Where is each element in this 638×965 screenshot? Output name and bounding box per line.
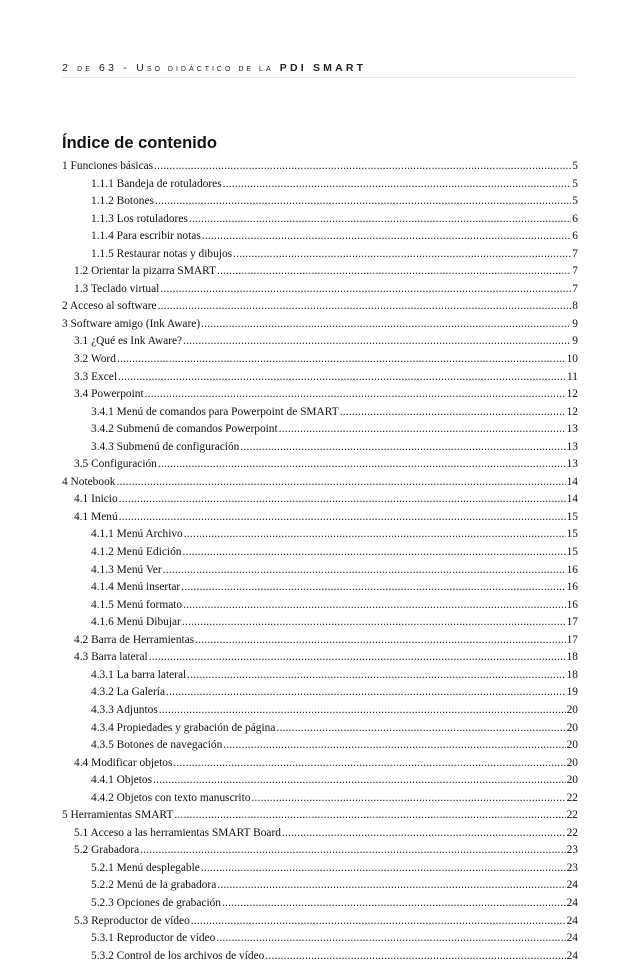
toc-entry[interactable]	[62, 193, 578, 211]
toc-dot-leader	[119, 509, 566, 527]
toc-entry[interactable]	[62, 772, 578, 790]
toc-dot-leader	[118, 369, 566, 387]
toc-dot-leader	[145, 386, 566, 404]
toc-dot-leader	[201, 860, 566, 878]
toc-dot-leader	[184, 526, 566, 544]
toc-entry-page-number: 7	[572, 247, 578, 260]
header-title-initial: U	[136, 62, 147, 74]
toc-entry-page-number: 20	[566, 739, 578, 752]
toc-entry-page-number: 23	[566, 844, 578, 857]
header-de: DE	[77, 66, 93, 73]
toc-entry-text: 4.3.1 La barra lateral	[91, 668, 187, 681]
toc-dot-leader	[174, 807, 565, 825]
toc-entry[interactable]	[62, 544, 578, 562]
toc-entry[interactable]	[62, 369, 578, 387]
toc-entry-text: 1.1.4 Para escribir notas	[91, 230, 201, 243]
toc-entry-page-number: 17	[566, 616, 578, 629]
toc-dot-leader	[201, 316, 571, 334]
toc-entry[interactable]	[62, 456, 578, 474]
toc-entry-page-number: 11	[567, 370, 578, 383]
toc-title: Índice de contenido	[62, 134, 217, 152]
toc-entry[interactable]	[62, 176, 578, 194]
toc-dot-leader	[182, 614, 566, 632]
toc-entry-text: 4.4 Modificar objetos	[74, 756, 173, 769]
toc-entry[interactable]	[62, 667, 578, 685]
toc-dot-leader	[340, 404, 566, 422]
toc-entry-text: 4.4.2 Objetos con texto manuscrito	[91, 791, 251, 804]
toc-dot-leader	[183, 597, 566, 615]
toc-entry-page-number: 14	[566, 475, 578, 488]
toc-entry[interactable]	[62, 842, 578, 860]
toc-dot-leader	[181, 579, 565, 597]
toc-entry-text: 3.1 ¿Qué es Ink Aware?	[74, 335, 183, 348]
toc-dot-leader	[119, 491, 566, 509]
toc-entry[interactable]	[62, 807, 578, 825]
toc-entry[interactable]	[62, 421, 578, 439]
toc-entry[interactable]	[62, 755, 578, 773]
toc-entry-text: 3 Software amigo (Ink Aware)	[62, 317, 201, 330]
toc-entry-text: 3.5 Configuración	[74, 458, 157, 471]
toc-entry-text: 4.1.5 Menú formato	[91, 598, 183, 611]
toc-entry-text: 2 Acceso al software	[62, 300, 157, 313]
toc-dot-leader	[222, 895, 566, 913]
toc-entry-page-number: 22	[566, 791, 578, 804]
toc-entry-page-number: 7	[572, 282, 578, 295]
toc-entry[interactable]	[62, 439, 578, 457]
toc-entry-text: 4.3.4 Propiedades y grabación de página	[91, 721, 276, 734]
toc-dot-leader	[217, 263, 571, 281]
toc-entry[interactable]	[62, 562, 578, 580]
toc-dot-leader	[202, 228, 572, 246]
toc-entry[interactable]	[62, 211, 578, 229]
toc-entry-page-number: 23	[566, 861, 578, 874]
toc-entry[interactable]	[62, 860, 578, 878]
toc-entry-page-number: 20	[566, 756, 578, 769]
toc-dot-leader	[182, 544, 565, 562]
toc-entry-page-number: 24	[566, 949, 578, 962]
toc-dot-leader	[158, 456, 566, 474]
toc-entry-page-number: 13	[566, 423, 578, 436]
toc-entry-text: 4.2 Barra de Herramientas	[74, 633, 195, 646]
toc-dot-leader	[117, 351, 566, 369]
toc-entry-text: 5.2 Grabadora	[74, 844, 140, 857]
toc-entry[interactable]	[62, 597, 578, 615]
toc-entry-text: 4.3.2 La Galería	[91, 686, 166, 699]
toc-entry-page-number: 12	[566, 388, 578, 401]
toc-entry-text: 4.1.6 Menú Dibujar	[91, 616, 181, 629]
toc-dot-leader	[163, 562, 566, 580]
toc-dot-leader	[155, 193, 571, 211]
toc-entry-text: 4.1.1 Menú Archivo	[91, 528, 183, 541]
toc-dot-leader	[217, 877, 565, 895]
toc-entry-text: 5.3.2 Control de los archivos de vídeo	[91, 949, 265, 962]
toc-entry-text: 5.2.1 Menú desplegable	[91, 861, 200, 874]
toc-entry-text: 4.3.3 Adjuntos	[91, 703, 158, 716]
toc-entry-text: 1.1.3 Los rotuladores	[91, 212, 188, 225]
toc-entry-page-number: 9	[572, 335, 578, 348]
toc-entry-page-number: 24	[566, 932, 578, 945]
toc-entry[interactable]	[62, 720, 578, 738]
toc-dot-leader	[153, 772, 566, 790]
toc-entry-page-number: 18	[566, 651, 578, 664]
toc-dot-leader	[191, 913, 566, 931]
toc-entry-text: 3.4.1 Menú de comandos para Powerpoint de SMART	[91, 405, 339, 418]
toc-dot-leader	[149, 649, 566, 667]
toc-entry-text: 5.3.1 Reproductor de vídeo	[91, 932, 216, 945]
toc-entry-page-number: 10	[566, 353, 578, 366]
toc-entry[interactable]	[62, 351, 578, 369]
toc-entry-page-number: 17	[566, 633, 578, 646]
toc-dot-leader	[187, 667, 565, 685]
header-total-pages: 63	[99, 62, 118, 74]
toc-entry-text: 4.1.4 Menú insertar	[91, 581, 181, 594]
toc-entry-page-number: 13	[566, 440, 578, 453]
toc-entry-page-number: 20	[566, 774, 578, 787]
toc-dot-leader	[223, 737, 565, 755]
toc-list	[62, 158, 578, 965]
header-page-number: 2	[62, 62, 72, 74]
header-dash: -	[123, 62, 130, 74]
toc-entry-page-number: 20	[566, 703, 578, 716]
toc-entry[interactable]	[62, 579, 578, 597]
toc-entry[interactable]	[62, 930, 578, 948]
toc-dot-leader	[216, 930, 565, 948]
toc-entry[interactable]	[62, 737, 578, 755]
toc-entry-text: 5.2.3 Opciones de grabación	[91, 896, 222, 909]
toc-entry-page-number: 13	[566, 458, 578, 471]
toc-entry-text: 4.1 Inicio	[74, 493, 118, 506]
toc-entry-text: 4.1.2 Menú Edición	[91, 546, 182, 559]
header-divider	[62, 77, 577, 78]
toc-entry-page-number: 22	[566, 809, 578, 822]
toc-dot-leader	[240, 439, 565, 457]
toc-entry-text: 1.1.1 Bandeja de rotuladores	[91, 177, 222, 190]
toc-entry-text: 5.3 Reproductor de vídeo	[74, 914, 190, 927]
toc-entry-text: 5.2.2 Menú de la grabadora	[91, 879, 217, 892]
toc-dot-leader	[140, 842, 565, 860]
toc-entry-text: 1.1.5 Restaurar notas y dibujos	[91, 247, 233, 260]
toc-dot-leader	[223, 176, 572, 194]
toc-entry-page-number: 8	[572, 300, 578, 313]
toc-dot-leader	[251, 790, 565, 808]
toc-entry[interactable]	[62, 474, 578, 492]
toc-entry[interactable]	[62, 509, 578, 527]
toc-dot-leader	[173, 755, 565, 773]
toc-dot-leader	[183, 333, 571, 351]
toc-entry[interactable]	[62, 913, 578, 931]
toc-entry-page-number: 15	[566, 510, 578, 523]
toc-entry[interactable]	[62, 895, 578, 913]
toc-entry-page-number: 14	[566, 493, 578, 506]
toc-entry[interactable]	[62, 614, 578, 632]
toc-entry-text: 4.1.3 Menú Ver	[91, 563, 162, 576]
toc-entry-page-number: 16	[566, 598, 578, 611]
toc-entry[interactable]	[62, 281, 578, 299]
toc-entry[interactable]	[62, 333, 578, 351]
toc-entry-page-number: 24	[566, 914, 578, 927]
toc-dot-leader	[160, 281, 571, 299]
toc-dot-leader	[189, 211, 571, 229]
toc-entry[interactable]	[62, 702, 578, 720]
toc-entry[interactable]	[62, 825, 578, 843]
toc-entry[interactable]	[62, 877, 578, 895]
toc-entry-text: 4.4.1 Objetos	[91, 774, 153, 787]
toc-entry-text: 3.4.2 Submenú de comandos Powerpoint	[91, 423, 278, 436]
toc-entry-page-number: 16	[566, 581, 578, 594]
toc-entry[interactable]	[62, 246, 578, 264]
toc-dot-leader	[276, 720, 565, 738]
toc-entry-page-number: 9	[572, 317, 578, 330]
header-title-bold: PDI SMART	[279, 62, 367, 74]
toc-entry-text: 4 Notebook	[62, 475, 116, 488]
toc-entry-page-number: 5	[572, 195, 578, 208]
toc-entry-text: 4.1 Menú	[74, 510, 118, 523]
toc-entry-page-number: 20	[566, 721, 578, 734]
toc-entry-text: 5.1 Acceso a las herramientas SMART Board	[74, 826, 281, 839]
toc-entry[interactable]	[62, 790, 578, 808]
toc-entry-text: 4.3 Barra lateral	[74, 651, 148, 664]
toc-dot-leader	[282, 825, 566, 843]
toc-entry-page-number: 24	[566, 896, 578, 909]
toc-entry-page-number: 15	[566, 528, 578, 541]
toc-dot-leader	[158, 298, 572, 316]
header-title-rest: SO DIDÁCTICO DE LA	[146, 66, 274, 73]
toc-entry[interactable]	[62, 684, 578, 702]
toc-entry-text: 1 Funciones básicas	[62, 160, 154, 172]
toc-entry-text: 4.3.5 Botones de navegación	[91, 739, 223, 752]
toc-entry-page-number: 16	[566, 563, 578, 576]
toc-entry[interactable]	[62, 948, 578, 965]
toc-entry-page-number: 19	[566, 686, 578, 699]
toc-entry[interactable]	[62, 158, 578, 176]
toc-entry-page-number: 24	[566, 879, 578, 892]
toc-entry[interactable]	[62, 263, 578, 281]
toc-entry-page-number: 12	[566, 405, 578, 418]
toc-dot-leader	[195, 632, 565, 650]
toc-entry-text: 1.2 Orientar la pizarra SMART	[74, 265, 216, 278]
toc-entry-text: 3.3 Excel	[74, 370, 118, 383]
toc-dot-leader	[116, 474, 565, 492]
toc-dot-leader	[154, 158, 571, 176]
toc-entry[interactable]	[62, 298, 578, 316]
toc-entry[interactable]	[62, 404, 578, 422]
toc-entry-page-number: 7	[572, 265, 578, 278]
toc-entry[interactable]	[62, 526, 578, 544]
toc-entry-page-number: 15	[566, 546, 578, 559]
toc-entry-page-number: 5	[572, 177, 578, 190]
toc-dot-leader	[159, 702, 566, 720]
toc-dot-leader	[233, 246, 571, 264]
toc-entry-text: 3.4 Powerpoint	[74, 388, 144, 401]
toc-entry[interactable]	[62, 632, 578, 650]
toc-entry[interactable]	[62, 316, 578, 334]
toc-entry[interactable]	[62, 228, 578, 246]
toc-entry[interactable]	[62, 491, 578, 509]
toc-entry[interactable]	[62, 386, 578, 404]
toc-entry-text: 5 Herramientas SMART	[62, 809, 174, 822]
toc-entry-page-number: 6	[572, 230, 578, 243]
toc-entry-text: 3.4.3 Submenú de configuración	[91, 440, 240, 453]
toc-dot-leader	[279, 421, 566, 439]
toc-entry-page-number: 22	[566, 826, 578, 839]
toc-entry-text: 1.1.2 Botones	[91, 195, 154, 208]
toc-dot-leader	[166, 684, 566, 702]
running-header	[62, 62, 577, 76]
toc-dot-leader	[265, 948, 565, 965]
toc-entry-text: 1.3 Teclado virtual	[74, 282, 160, 295]
toc-entry-page-number: 5	[572, 160, 578, 172]
toc-entry-page-number: 18	[566, 668, 578, 681]
toc-entry-text: 3.2 Word	[74, 353, 116, 366]
toc-entry[interactable]	[62, 649, 578, 667]
toc-entry-page-number: 6	[572, 212, 578, 225]
